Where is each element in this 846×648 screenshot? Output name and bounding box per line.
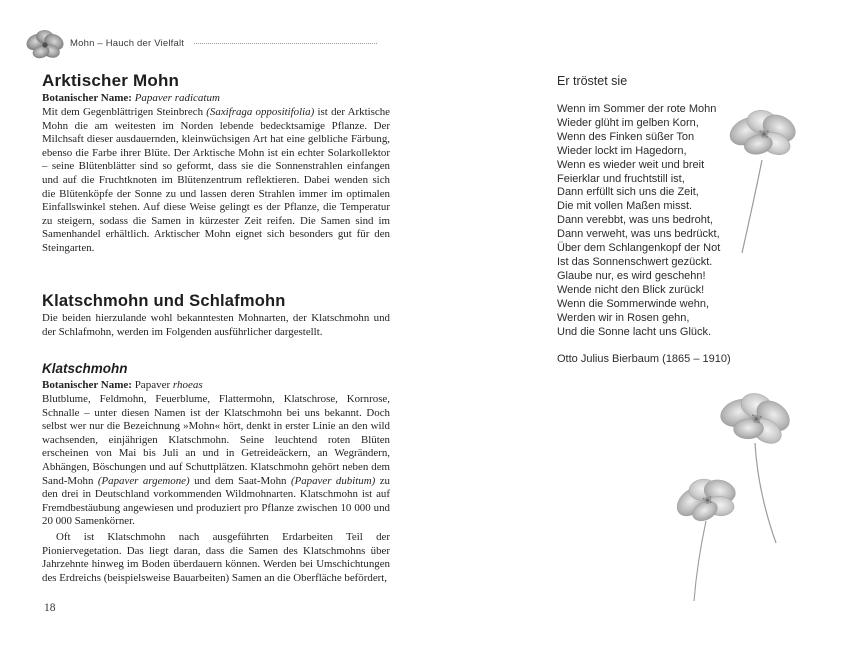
text-segment: Botanischer Name: [42,379,132,391]
text-segment: zu den drei in Deutschland vorkommenden Wildmohnarten. Klatschmohn ist auf Fremdbestäubung angewiesen und produziert pro Pflanze zwischen 10 000 und 20 000 Samenkörner. [42,474,390,528]
poem-title: Er tröstet sie [557,74,628,88]
poem-line: Über dem Schlangenkopf der Not [557,242,721,255]
text-segment: Blutblume, Feldmohn, Feuerblume, Flattermohn, Klatschrose, Kornrose, Schnalle – unter diesen Namen ist der Klatschmohn bei uns bekannt. Doch selbst wer nur die Bezeichnung »Mohn« hört, denkt in erster Linie an den wild wachsenden, einjährigen Klatschmohn. Seine leuchtend roten Blüten erscheinen von Mai bis Juli an und in Getreideäckern, an Wegrändern, Abhängen, Böschungen und auf Schuttplätzen. Klatschmohn gehört neben dem Sand-Mohn [42,393,390,487]
poppy-blossom-icon [26,28,66,64]
section-heading-arktischer-mohn: Arktischer Mohn [42,71,180,90]
subsection-heading-klatschmohn: Klatschmohn [42,361,128,376]
botanical-name-line [42,379,390,393]
text-segment: Papaver radicatum [134,92,220,104]
poppy-stem [694,521,706,601]
poem-author: Otto Julius Bierbaum (1865 – 1910) [557,353,731,365]
poem-line: Wenn die Sommerwinde wehn, [557,297,710,310]
text-segment: Mit dem Gegenblättrigen Steinbrech [42,106,207,118]
poem-line: Wieder glüht im gelben Korn, [557,116,699,129]
poem-line: Dann erfüllt sich uns die Zeit, [557,186,699,199]
text-segment: Botanischer Name: [42,92,132,104]
page-number: 18 [44,602,56,614]
text-segment: (Papaver argemone) [97,474,190,487]
running-header-title: Mohn – Hauch der Vielfalt [70,38,185,49]
botanical-name-line [42,92,390,106]
poem-line: Wenn des Finken süßer Ton [557,130,695,143]
running-header [70,38,377,49]
poem-line: Ist das Sonnenschwert gezückt. [557,255,713,268]
paragraph-klatschmohn-1 [42,393,390,529]
poem-line: Feierklar und fruchtstill ist, [557,172,685,185]
poem-line: Wenn es wieder weit und breit [557,158,705,171]
text-segment: (Papaver dubitum) [290,474,376,487]
poem-line: Werden wir in Rosen gehn, [557,311,690,324]
poem-line: Die mit vollen Maßen misst. [557,200,693,213]
poem-line: Wenn im Sommer der rote Mohn [557,103,717,115]
pressed-poppy-flower-bottom [667,469,746,532]
poem-line: Dann verebbt, was uns bedroht, [557,214,713,227]
poem-line: Dann verweht, was uns bedrückt, [557,228,720,241]
text-segment: ist der Arktische Mohn die am weitesten im Norden lebende bedecktsamige Pflanze. Der Milchsaft dieser ausdauernden, kleinwüchsigen Art hat eine gelbliche Färbung, ebenso die Farbe ihrer Blüte. Der Arktische Mohn ist ein echter Solarkollektor – seine Blütenblätter sind so geformt, dass sie die Sonnenstrahlen einfangen und auf die Fruchtknoten im Blütenzentrum reflektieren. Dabei wenden sich die Blütenköpfe der Sonne zu und lassen deren Strahlen immer im optimalen Einfallswinkel stehen. Auf diese Weise gelingt es der Pflanze, die Temperatur zu steigern, sodass die Samen in kürzester Zeit reifen. Die Samen sind im Samenhandel erhältlich. Arktischer Mohn eignet sich besonders gut für den Steingarten. [42,106,390,254]
text-segment: Papaver [131,379,173,391]
text-segment: und dem Saat-Mohn [189,474,291,487]
poem-line: Wende nicht den Blick zurück! [557,283,705,296]
paragraph-intro: Die beiden hierzulande wohl bekanntesten Mohnarten, der Klatschmohn und der Schlafmohn, werden im Folgenden ausführlicher dargestellt. [42,312,390,338]
poem-line: Wieder lockt im Hagedorn, [557,144,687,157]
paragraph-klatschmohn-2: Oft ist Klatschmohn nach ausgeführten Erdarbeiten Teil der Pioniervegetation. Das liegt daran, dass die Samen des Klatschmohns über Jahrzehnte hinweg im Boden überdauern können. Werden bei Umschichtungen des Erdreichs (beispielsweise Bauarbeiten) Samen an die Oberfläche befördert, [42,531,390,584]
text-segment: rhoeas [172,379,203,391]
paragraph-arktischer-mohn [42,106,390,256]
poem-line: Und die Sonne lacht uns Glück. [557,325,712,338]
section-heading-klatschmohn-und-schlafmohn: Klatschmohn und Schlafmohn [42,292,286,310]
text-segment: (Saxifraga oppositifolia) [206,106,315,118]
pressed-poppy-flower-middle [712,385,799,451]
dotted-leader [194,43,377,44]
poem-line: Glaube nur, es wird geschehn! [557,269,706,282]
poppy-stem [755,443,776,543]
poem-text [557,103,747,339]
